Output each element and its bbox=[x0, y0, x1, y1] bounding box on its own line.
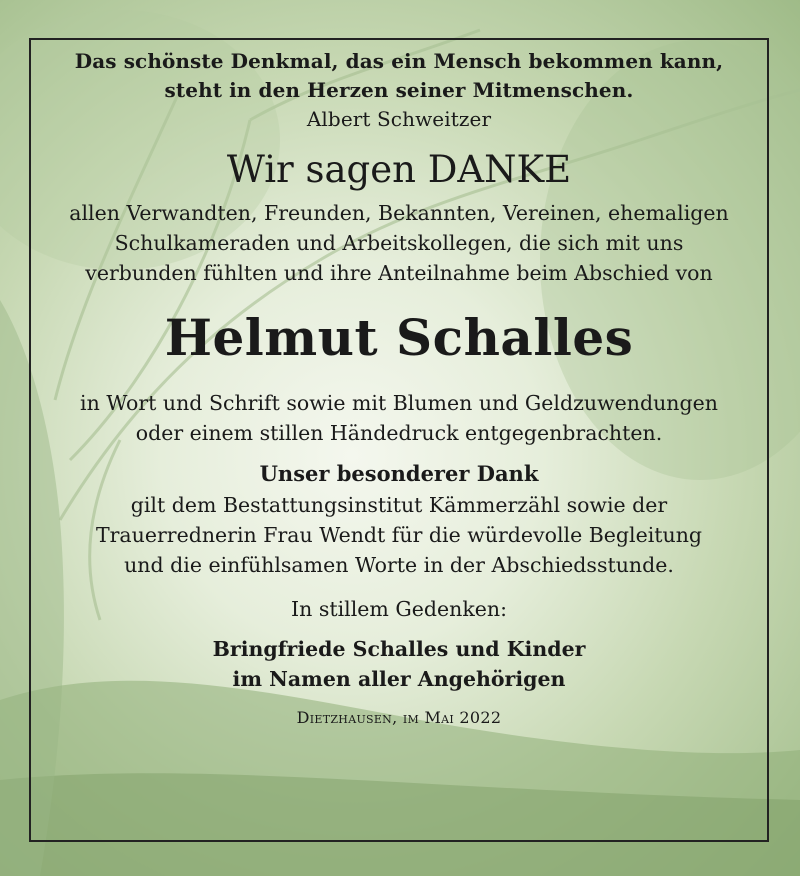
special-thanks-title: Unser besonderer Dank bbox=[259, 461, 539, 486]
text-line: verbunden fühlten und ihre Anteilnahme beim Abschied von bbox=[85, 261, 713, 285]
quote-block bbox=[31, 47, 767, 134]
signer-line: Bringfriede Schalles und Kinder bbox=[212, 637, 586, 661]
quote-line: steht in den Herzen seiner Mitmenschen. bbox=[164, 78, 634, 102]
special-thanks-text bbox=[31, 490, 767, 580]
text-line: in Wort und Schrift sowie mit Blumen und Geldzuwendungen bbox=[80, 391, 718, 415]
closing-phrase: In stillem Gedenken: bbox=[291, 597, 507, 621]
text-line: Trauerrednerin Frau Wendt für die würdevolle Begleitung bbox=[95, 523, 703, 547]
signers-block bbox=[31, 634, 767, 694]
signer-line: im Namen aller Angehörigen bbox=[232, 667, 566, 691]
page-title: Wir sagen DANKE bbox=[226, 148, 572, 191]
text-line: und die einfühlsamen Worte in der Abschiedsstunde. bbox=[124, 553, 674, 577]
text-line: allen Verwandten, Freunden, Bekannten, Vereinen, ehemaligen bbox=[69, 201, 729, 225]
quote-author: Albert Schweitzer bbox=[306, 107, 492, 131]
quote-line: Das schönste Denkmal, das ein Mensch bekommen kann, bbox=[74, 49, 724, 73]
announcement-content bbox=[31, 40, 767, 730]
thanks-intro bbox=[31, 198, 767, 288]
place-date: Dietzhausen, im Mai 2022 bbox=[296, 708, 502, 727]
text-line: Schulkameraden und Arbeitskollegen, die sich mit uns bbox=[114, 231, 684, 255]
thanks-ways bbox=[31, 388, 767, 448]
text-line: gilt dem Bestattungsinstitut Kämmerzähl sowie der bbox=[130, 493, 668, 517]
deceased-name: Helmut Schalles bbox=[164, 308, 634, 367]
text-line: oder einem stillen Händedruck entgegenbrachten. bbox=[135, 421, 663, 445]
